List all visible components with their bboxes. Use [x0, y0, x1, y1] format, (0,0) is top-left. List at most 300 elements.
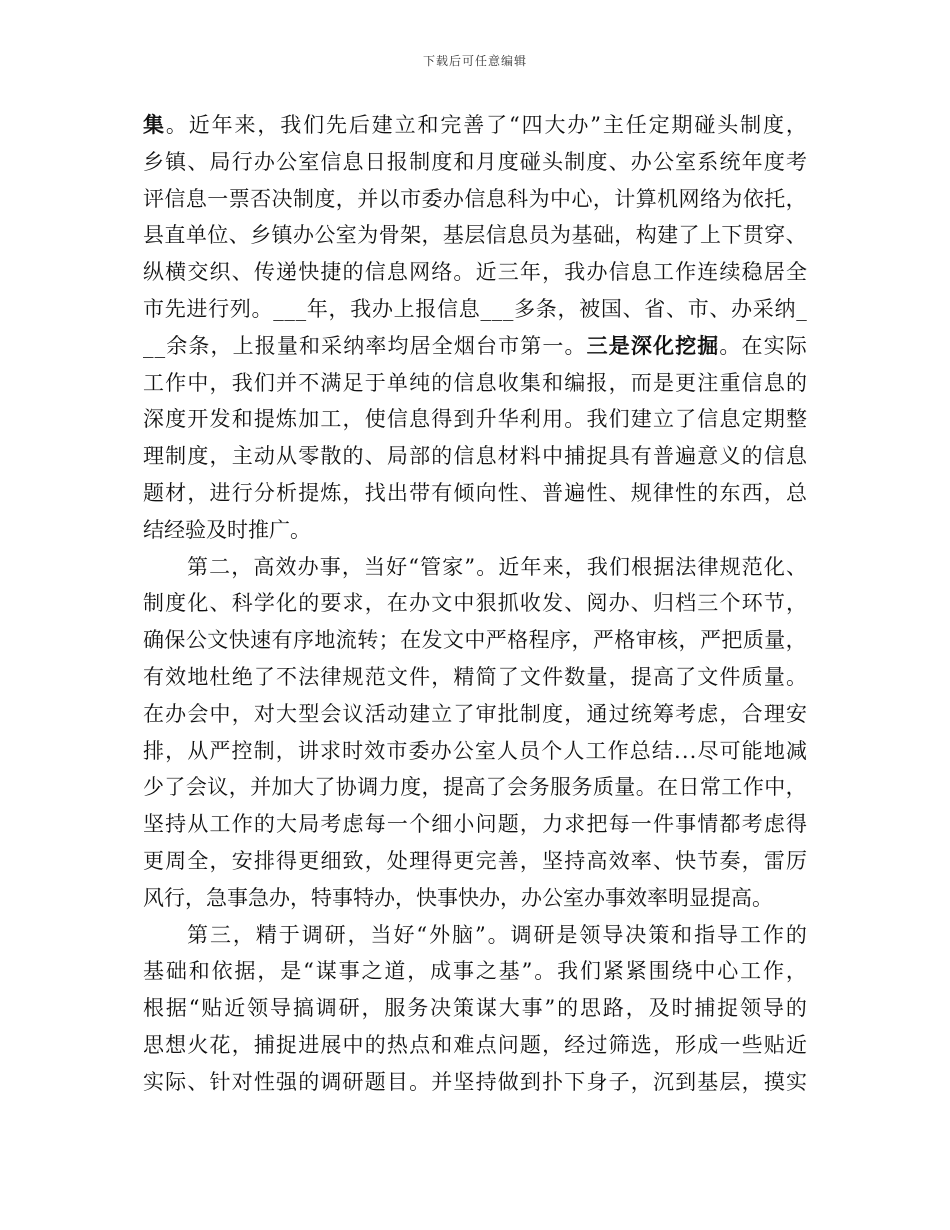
text-char: 了	[453, 701, 475, 726]
text-char: 。	[409, 1069, 431, 1094]
text-char: 大	[276, 812, 298, 837]
text-char: 显	[689, 885, 710, 910]
text-char: 列	[229, 296, 251, 321]
text-char: 办	[253, 149, 275, 174]
text-char: 注	[697, 370, 719, 395]
text-char: 局	[386, 444, 408, 469]
text-char: 并	[250, 775, 272, 800]
text-char: 。	[752, 885, 773, 910]
text-char: 评	[143, 186, 164, 211]
text-char: ，	[187, 480, 209, 505]
text-char: 要	[320, 591, 342, 616]
text-char: 织	[209, 260, 231, 285]
text-char: 定	[648, 113, 670, 137]
text-char: 力	[378, 775, 400, 800]
text-char: 。	[564, 407, 586, 432]
text-char: 析	[276, 480, 298, 505]
text-char: 近	[188, 113, 210, 137]
text-char: 高	[464, 775, 486, 800]
text-char: 把	[586, 812, 608, 837]
text-char: 的	[342, 260, 364, 285]
text-char: 根	[631, 554, 653, 579]
text-char: 穿	[764, 223, 786, 248]
text-char: 位	[207, 223, 229, 248]
text-char: 算	[635, 186, 657, 211]
text-char: 紧	[625, 959, 647, 984]
text-char: 虑	[342, 812, 364, 837]
text-char: 率	[647, 885, 668, 910]
text-char: 和	[299, 333, 320, 358]
text-char: 贴	[763, 1032, 785, 1057]
text-char: 息	[475, 370, 497, 395]
text-char: 大	[544, 113, 566, 137]
text-char: 及	[648, 996, 670, 1021]
text-char: 针	[209, 1069, 231, 1094]
text-char: 东	[719, 480, 741, 505]
text-char: 基	[498, 959, 520, 984]
text-char: 材	[165, 480, 187, 505]
text-char: 事	[605, 885, 626, 910]
text-char: 结	[143, 517, 164, 542]
text-char: “	[408, 554, 419, 579]
text-char: 件	[652, 812, 674, 837]
text-char: 中	[550, 186, 572, 211]
text-char: 建	[409, 701, 431, 726]
text-char: 深	[630, 332, 652, 358]
text-char: 办	[297, 554, 319, 579]
text-line	[143, 806, 807, 843]
text-char: 效	[364, 738, 386, 763]
text-char: 难	[453, 1032, 475, 1057]
text-char: 个	[409, 812, 431, 837]
text-line	[143, 107, 807, 144]
text-char: 筛	[608, 1032, 630, 1057]
text-char: 一	[630, 812, 652, 837]
text-char: 和	[453, 149, 475, 174]
text-char: 快	[675, 848, 697, 873]
text-char: 和	[417, 113, 439, 137]
text-char: 制	[740, 113, 762, 137]
text-char: 抓	[497, 591, 519, 616]
text-char: 带	[409, 480, 431, 505]
text-char: 息	[630, 260, 652, 285]
text-char: 善	[463, 113, 485, 137]
text-char: 信	[164, 186, 186, 211]
text-char: 环	[741, 591, 763, 616]
text-char: 事	[227, 885, 248, 910]
text-char: 作	[742, 775, 764, 800]
text-char: 基	[442, 223, 464, 248]
text-char: 成	[430, 959, 452, 984]
text-char: 普	[542, 480, 564, 505]
text-char: 、	[364, 444, 386, 469]
text-char: 制	[519, 701, 541, 726]
text-char: 领	[579, 922, 601, 947]
text-char: 少	[143, 775, 164, 800]
text-char: 扑	[542, 1069, 564, 1094]
text-char: 立	[652, 407, 674, 432]
text-char: 会	[187, 701, 209, 726]
text-char: 通	[586, 701, 608, 726]
text-char: 及	[206, 517, 227, 542]
text-char: 规	[719, 554, 741, 579]
text-char: 目	[386, 1069, 408, 1094]
text-char: 策	[453, 996, 474, 1021]
text-line	[143, 475, 807, 512]
text-char: “	[303, 959, 314, 984]
text-char: 作	[607, 738, 629, 763]
text-char: 提	[253, 407, 275, 432]
text-char: 上	[232, 333, 254, 358]
text-char: 时	[342, 738, 364, 763]
text-char: 加	[271, 775, 293, 800]
text-char: 调	[510, 922, 532, 947]
text-char: 个	[541, 738, 563, 763]
text-char: 从	[187, 738, 209, 763]
text-char: 律	[320, 664, 342, 689]
text-char: 工	[209, 812, 231, 837]
text-char: 条	[535, 296, 557, 321]
text-char: 纯	[409, 370, 431, 395]
text-char: 率	[630, 848, 652, 873]
text-char: ，	[785, 959, 807, 984]
text-char: 为	[528, 186, 550, 211]
text-char: 们	[609, 554, 630, 579]
text-char: 实	[785, 1069, 807, 1094]
text-line	[143, 843, 807, 880]
text-char: 室	[563, 885, 584, 910]
text-char: 具	[608, 444, 630, 469]
text-char: 台	[476, 333, 497, 358]
text-char: 细	[431, 812, 453, 837]
text-line	[143, 1027, 807, 1064]
text-char: 我	[564, 260, 586, 285]
text-char: 度	[542, 701, 564, 726]
text-char: ，	[500, 885, 521, 910]
text-char: 有	[271, 628, 293, 653]
text-char: 好	[393, 922, 415, 947]
text-char: 的	[697, 480, 719, 505]
text-char: 先	[164, 296, 186, 321]
text-char: 办	[731, 296, 753, 321]
text-char: 。	[719, 333, 741, 358]
text-char: 度	[763, 149, 785, 174]
text-char: 律	[652, 480, 674, 505]
text-char: 法	[675, 554, 697, 579]
text-char: ，	[407, 959, 429, 984]
text-char: 数	[564, 664, 586, 689]
text-char: 思	[143, 1032, 164, 1057]
text-char: 市	[143, 296, 164, 321]
text-char: 排	[253, 848, 275, 873]
text-char: 持	[564, 848, 586, 873]
text-char: 的	[364, 1032, 386, 1057]
text-char: 虑	[697, 701, 719, 726]
text-char: 化	[187, 591, 209, 616]
text-char: 制	[292, 186, 314, 211]
text-char: 根	[143, 996, 164, 1021]
text-char: 贯	[742, 223, 764, 248]
text-char: 格	[507, 628, 529, 653]
text-char: ，	[290, 885, 311, 910]
text-char: 从	[187, 812, 209, 837]
text-char: 基	[571, 223, 593, 248]
text-char: 当	[370, 922, 392, 947]
text-line	[143, 880, 807, 917]
text-char: 求	[564, 812, 586, 837]
text-char: 安	[785, 701, 807, 726]
text-char: “	[509, 113, 520, 137]
text-char: 、	[564, 591, 586, 616]
text-char: 调	[315, 996, 337, 1021]
text-char: 一	[386, 812, 408, 837]
text-char: 统	[630, 701, 652, 726]
text-char: 决	[430, 996, 452, 1021]
text-char: 展	[320, 1032, 342, 1057]
text-char: 求	[320, 738, 341, 763]
text-char: 室	[474, 738, 496, 763]
text-char: 依	[211, 959, 233, 984]
text-char: 倾	[453, 480, 475, 505]
text-char: 热	[386, 1032, 408, 1057]
text-char: 办	[630, 149, 652, 174]
text-char: 办	[269, 885, 290, 910]
text-char: 室	[675, 149, 697, 174]
text-char: 公	[652, 149, 674, 174]
text-char: 的	[253, 812, 275, 837]
text-char: 整	[785, 407, 807, 432]
text-char: 合	[741, 701, 763, 726]
text-char: 、	[231, 260, 253, 285]
text-char: 些	[741, 1032, 763, 1057]
text-line	[143, 585, 807, 622]
text-char: 办	[430, 738, 452, 763]
text-char: 效	[608, 848, 630, 873]
text-char: 采	[321, 333, 343, 358]
text-char: 局	[209, 149, 231, 174]
text-char: _	[295, 296, 307, 321]
text-char: 信	[697, 407, 719, 432]
text-char: ”	[474, 922, 486, 947]
text-char: 们	[253, 370, 275, 395]
text-char: 安	[231, 848, 253, 873]
text-char: 委	[421, 186, 443, 211]
text-char: 每	[364, 812, 386, 837]
text-char: 制	[143, 591, 164, 616]
text-char: 。	[487, 922, 509, 947]
text-char: 三	[497, 260, 519, 285]
text-line	[143, 291, 807, 328]
text-char: 调	[301, 922, 323, 947]
text-char: ，	[335, 186, 357, 211]
text-char: 材	[497, 444, 519, 469]
text-char: 。	[785, 664, 807, 689]
text-char: 结	[651, 738, 673, 763]
text-char: 性	[675, 480, 697, 505]
text-char: 脑	[452, 922, 473, 947]
text-char: 得	[785, 812, 807, 837]
text-char: 捉	[276, 1032, 298, 1057]
text-char: 效	[626, 885, 647, 910]
text-char: 我	[557, 959, 579, 984]
text-char: 年	[520, 554, 542, 579]
text-char: 被	[579, 296, 601, 321]
text-char: 了	[486, 113, 508, 137]
text-char: 审	[475, 701, 497, 726]
text-char: 坚	[542, 848, 564, 873]
text-char: ，	[210, 333, 232, 358]
text-char: 谋	[315, 959, 337, 984]
text-char: 高	[731, 885, 752, 910]
text-char: 完	[440, 113, 462, 137]
text-char: 实	[143, 1069, 164, 1094]
text-char: 性	[253, 1069, 275, 1094]
text-char: 信	[364, 260, 386, 285]
text-char: ，	[395, 885, 416, 910]
text-char: 决	[271, 186, 293, 211]
text-char: 地	[763, 738, 785, 763]
text-char: 料	[519, 444, 541, 469]
text-char: 度	[497, 149, 519, 174]
text-char: 科	[507, 186, 529, 211]
text-char: 对	[253, 701, 275, 726]
text-char: 工	[721, 775, 743, 800]
text-char: _	[143, 333, 154, 358]
text-char: 中	[694, 959, 716, 984]
text-char: 贴	[201, 996, 223, 1021]
text-char: 委	[408, 738, 430, 763]
text-char: 统	[719, 149, 741, 174]
text-char: ，	[678, 628, 700, 653]
text-char: 议	[207, 775, 229, 800]
text-char: 计	[614, 186, 636, 211]
text-char: 范	[741, 554, 763, 579]
text-char: ；	[378, 628, 400, 653]
text-char: ，	[257, 959, 279, 984]
text-char: 单	[185, 223, 207, 248]
text-char: 减	[785, 738, 807, 763]
text-char: 我	[586, 407, 608, 432]
text-char: 时	[671, 996, 693, 1021]
text-char: 严	[485, 628, 507, 653]
text-char: 搞	[292, 996, 314, 1021]
text-char: 使	[364, 407, 386, 432]
text-char: _	[284, 296, 295, 321]
text-char: 高	[253, 554, 275, 579]
text-char: 息	[386, 260, 408, 285]
text-char: ，	[431, 664, 453, 689]
text-char: 严	[209, 738, 231, 763]
text-char: 下	[564, 1069, 586, 1094]
text-char: 我	[280, 113, 302, 137]
text-char: ，	[232, 922, 254, 947]
text-char: ，	[257, 113, 279, 137]
text-char: 理	[763, 701, 785, 726]
text-char: 会	[320, 701, 342, 726]
text-char: 办	[165, 701, 187, 726]
text-char: 都	[719, 812, 741, 837]
text-char: 指	[694, 922, 716, 947]
text-char: 每	[608, 812, 630, 837]
text-char: 件	[542, 664, 564, 689]
text-char: 找	[364, 480, 386, 505]
text-char: 的	[298, 1069, 320, 1094]
text-char: ，	[564, 554, 586, 579]
text-line	[143, 254, 807, 291]
text-char: 虑	[763, 812, 785, 837]
text-char: 领	[740, 996, 762, 1021]
text-char: 三	[209, 922, 231, 947]
text-char: 纳	[343, 333, 365, 358]
text-char: 息	[185, 186, 207, 211]
text-char: 多	[514, 296, 536, 321]
text-char: 文	[207, 628, 229, 653]
text-char: 办	[479, 885, 500, 910]
text-char: 阅	[586, 591, 608, 616]
text-line	[143, 917, 807, 954]
text-char: 谋	[475, 996, 497, 1021]
text-char: 路	[602, 996, 624, 1021]
text-char: 科	[231, 591, 253, 616]
text-char: 室	[335, 223, 357, 248]
text-char: 报	[386, 149, 408, 174]
text-line	[143, 953, 807, 990]
text-char: 市	[687, 296, 709, 321]
text-char: 文	[386, 664, 408, 689]
text-char: 骨	[378, 223, 400, 248]
text-char: 满	[320, 370, 342, 395]
text-char: ，	[741, 1069, 763, 1094]
text-char: 络	[699, 186, 721, 211]
text-char: 之	[361, 959, 383, 984]
text-char: 依	[742, 186, 764, 211]
text-char: 我	[231, 370, 253, 395]
text-char: 对	[231, 1069, 253, 1094]
text-char: 效	[275, 554, 297, 579]
text-char: 制	[409, 149, 431, 174]
text-char: 严	[699, 628, 721, 653]
text-char: 道	[384, 959, 406, 984]
text-char: 。	[290, 517, 311, 542]
text-char: 续	[719, 260, 741, 285]
text-char: 在	[400, 628, 422, 653]
text-char: ，	[231, 1032, 253, 1057]
text-char: 信	[763, 444, 785, 469]
text-char: 义	[719, 444, 741, 469]
text-char: 直	[164, 223, 186, 248]
text-char: 的	[342, 444, 364, 469]
text-char: ，	[209, 370, 231, 395]
text-char: 质	[741, 664, 763, 689]
text-char: 质	[742, 628, 764, 653]
text-char: 集	[519, 370, 541, 395]
text-char: 省	[644, 296, 666, 321]
text-char: ，	[328, 296, 350, 321]
text-char: 发	[542, 591, 564, 616]
text-char: 批	[497, 701, 519, 726]
text-char: 机	[657, 186, 679, 211]
text-char: ，	[209, 848, 231, 873]
text-char: 领	[247, 996, 269, 1021]
text-char: 三	[697, 591, 719, 616]
text-char: 近	[224, 996, 246, 1021]
text-char: 网	[678, 186, 700, 211]
text-char: 议	[342, 701, 364, 726]
text-char: 息	[763, 370, 785, 395]
text-char: ，	[342, 480, 364, 505]
text-char: 第	[520, 333, 542, 358]
text-char: 工	[740, 959, 762, 984]
